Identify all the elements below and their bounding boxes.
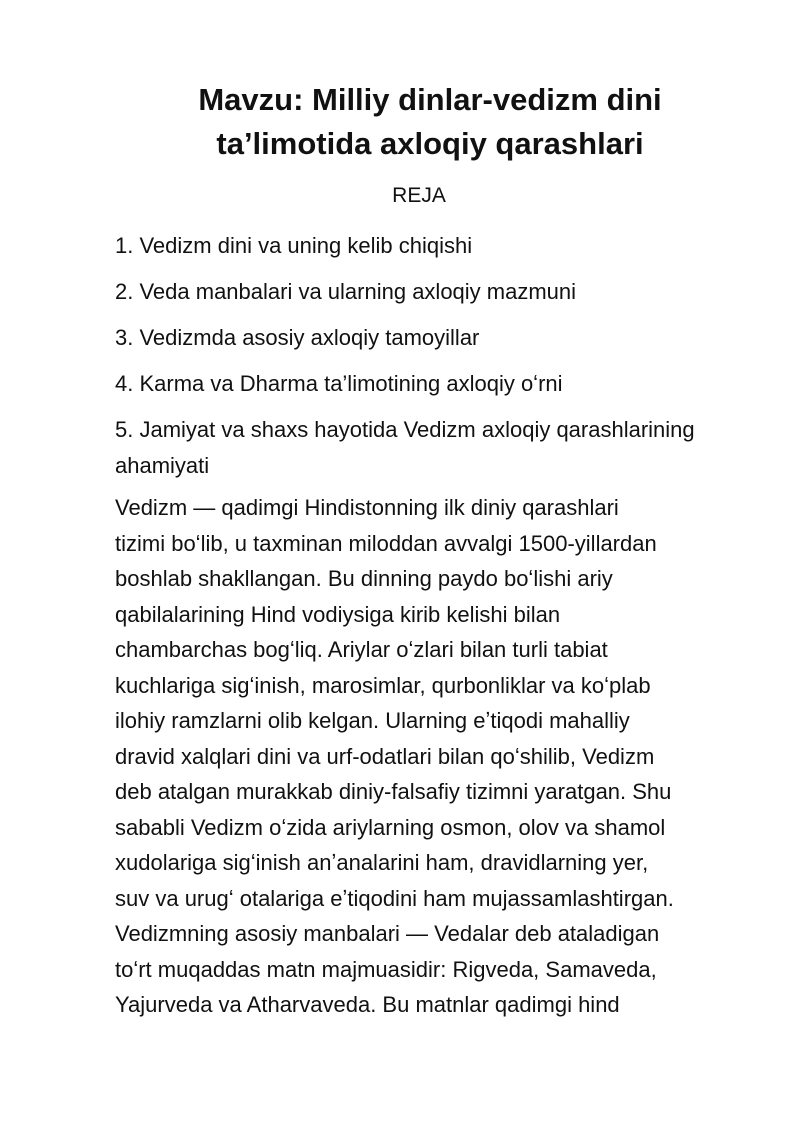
body-line: Yajurveda va Atharvaveda. Bu matnlar qadimgi hind	[115, 992, 620, 1017]
body-line: ilohiy ramzlarni olib kelgan. Ularning eʼtiqodi mahalliy	[115, 708, 630, 733]
body-line: Vedizm — qadimgi Hindistonning ilk diniy qarashlari	[115, 495, 619, 520]
body-line: sababli Vedizm oʻzida ariylarning osmon, olov va shamol	[115, 814, 666, 840]
body-line: toʻrt muqaddas matn majmuasidir: Rigveda, Samaveda,	[115, 956, 657, 982]
plan-heading: REJA	[392, 184, 446, 207]
plan-item-3: 3. Vedizmda asosiy axloqiy tamoyillar	[115, 325, 480, 350]
title-line-1: Mavzu: Milliy dinlar-vedizm dini	[198, 82, 662, 117]
body-line: xudolariga sigʻinish anʼanalarini ham, dravidlarning yer,	[115, 850, 649, 875]
title-line-2: ta’limotida axloqiy qarashlari	[216, 126, 644, 161]
body-line: boshlab shakllangan. Bu dinning paydo boʻlishi ariy	[115, 566, 613, 591]
body-line: kuchlariga sigʻinish, marosimlar, qurbonliklar va koʻplab	[115, 672, 651, 698]
body-line: deb atalgan murakkab diniy-falsafiy tizimni yaratgan. Shu	[115, 779, 672, 804]
plan-item-4: 4. Karma va Dharma ta’limotining axloqiy oʻrni	[115, 371, 563, 396]
body-line: dravid xalqlari dini va urf-odatlari bilan qoʻshilib, Vedizm	[115, 743, 655, 769]
body-line: qabilalarining Hind vodiysiga kirib kelishi bilan	[115, 601, 561, 627]
body-line: chambarchas bogʻliq. Ariylar oʻzlari bilan turli tabiat	[115, 637, 608, 662]
body-line: tizimi boʻlib, u taxminan miloddan avvalgi 1500-yillardan	[115, 530, 657, 556]
body-line: suv va urugʻ otalariga eʼtiqodini ham mujassamlashtirgan.	[115, 885, 674, 911]
plan-item-2: 2. Veda manbalari va ularning axloqiy mazmuni	[115, 279, 577, 304]
body-line: Vedizmning asosiy manbalari — Vedalar deb ataladigan	[115, 921, 660, 946]
body-paragraph	[115, 490, 755, 1023]
plan-list	[115, 228, 755, 494]
page-title	[0, 78, 800, 166]
plan-item-1: 1. Vedizm dini va uning kelib chiqishi	[115, 233, 473, 258]
plan-item-5: 5. Jamiyat va shaxs hayotida Vedizm axloqiy qarashlarining ahamiyati	[115, 417, 695, 478]
